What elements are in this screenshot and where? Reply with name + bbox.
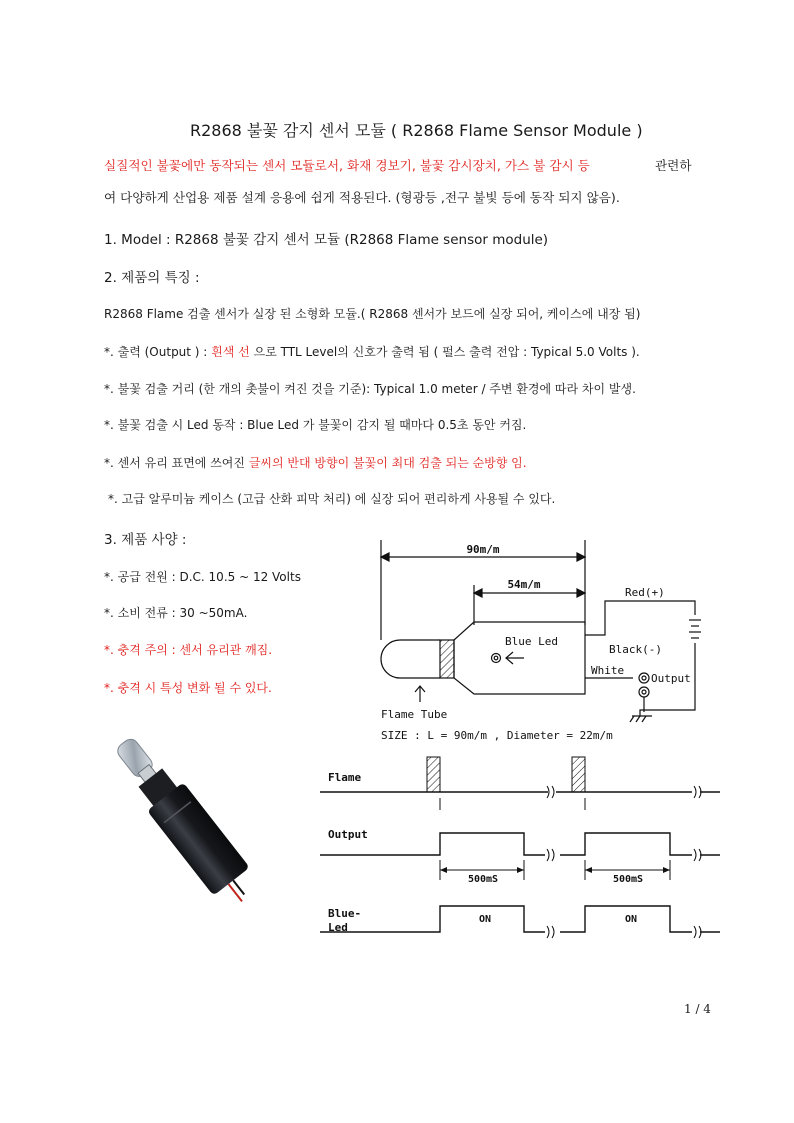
timing-diagram (320, 757, 720, 938)
label-output: Output (651, 672, 691, 685)
row-label-output: Output (328, 828, 368, 841)
label-blue-led: Blue Led (505, 635, 558, 648)
wire-red (585, 601, 695, 635)
product-photo (105, 729, 263, 913)
feature-output-wire: 흰색 선 (211, 345, 250, 359)
spec-current: *. 소비 전류 : 30 ~50mA. (104, 606, 248, 620)
output-waveform-2 (560, 833, 692, 855)
pulse-width-2: 500mS (612, 874, 644, 885)
row-label-flame: Flame (328, 771, 362, 784)
photo-body (147, 782, 250, 895)
dimension-diagram (381, 540, 701, 722)
row-label-led-1: Blue- (328, 907, 362, 920)
feature-led: *. 불꽃 검출 시 Led 동작 : Blue Led 가 불꽃이 감지 될 때마다 0.5초 동안 커짐. (104, 418, 527, 432)
feature-case: *. 고급 알루미늄 케이스 (고급 산화 피막 처리) 에 실장 되어 편리하게 사용될 수 있다. (108, 492, 556, 506)
intro-line2: 여 다양하게 산업용 제품 설계 응용에 쉽게 적용된다. (형광등 ,전구 불빛 등에 동작 되지 않음). (104, 190, 620, 205)
photo-wire-red (228, 884, 242, 901)
section-features-heading: 2. 제품의 특징 : (104, 270, 200, 286)
flame-pulse-1 (427, 757, 440, 792)
intro-line1-tail: 관련하 (655, 158, 692, 173)
size-note: SIZE : L = 90m/m , Diameter = 22m/m (381, 729, 613, 742)
spec-caution: *. 충격 주의 : 센서 유리관 깨짐. (104, 643, 273, 657)
feature-direction-label: *. 센서 유리 표면에 쓰여진 (104, 456, 245, 470)
feature-direction-note: 글씨의 반대 방향이 불꽃이 최대 검출 되는 순방향 임. (248, 456, 527, 470)
label-white-wire: White (591, 664, 625, 677)
page-title: R2868 불꽃 감지 센서 모듈 ( R2868 Flame Sensor Module ) (190, 121, 643, 140)
feature-output-label: *. 출력 (Output ) : (104, 345, 208, 359)
dimension-labels (381, 543, 691, 742)
dim-54-label: 54m/m (507, 578, 541, 591)
row-label-led-2: Led (328, 921, 348, 934)
label-red-wire: Red(+) (625, 586, 665, 599)
tube-holder-hatched (440, 640, 454, 678)
dim-90-label: 90m/m (466, 543, 500, 556)
section-spec-heading: 3. 제품 사양 : (104, 532, 187, 548)
spec-power: *. 공급 전원 : D.C. 10.5 ~ 12 Volts (104, 570, 301, 584)
intro-line1-highlight: 실질적인 불꽃에만 동작되는 센서 모듈로서, 화재 경보기, 불꽃 감시장치, 가스 불 감시 등 (104, 158, 590, 173)
flame-pulse-2 (572, 757, 585, 792)
page-number: 1 / 4 (684, 1002, 711, 1016)
label-black-wire: Black(-) (609, 643, 662, 656)
feature-output-desc: 으로 TTL Level의 신호가 출력 됨 ( 펄스 출력 전압 : Typical 5.0 Volts ). (253, 345, 640, 359)
timing-labels (328, 771, 643, 934)
feature-distance: *. 불꽃 검출 거리 (한 개의 촛불이 켜진 것을 기준): Typical 1.0 meter / 주변 환경에 따라 차이 발생. (104, 382, 636, 396)
label-flame-tube: Flame Tube (381, 708, 448, 721)
flame-tube-shape (381, 640, 440, 678)
section-model: 1. Model : R2868 불꽃 감지 센서 모듈 (R2868 Flame sensor module) (104, 232, 549, 248)
pulse-width-1: 500mS (467, 874, 499, 885)
led-on-2: ON (624, 914, 638, 925)
led-on-1: ON (478, 914, 492, 925)
spec-impact: *. 충격 시 특성 변화 될 수 있다. (104, 681, 272, 695)
feature-summary: R2868 Flame 검출 센서가 실장 된 소형화 모듈.( R2868 센서가 보드에 실장 되어, 케이스에 내장 됨) (104, 307, 641, 321)
